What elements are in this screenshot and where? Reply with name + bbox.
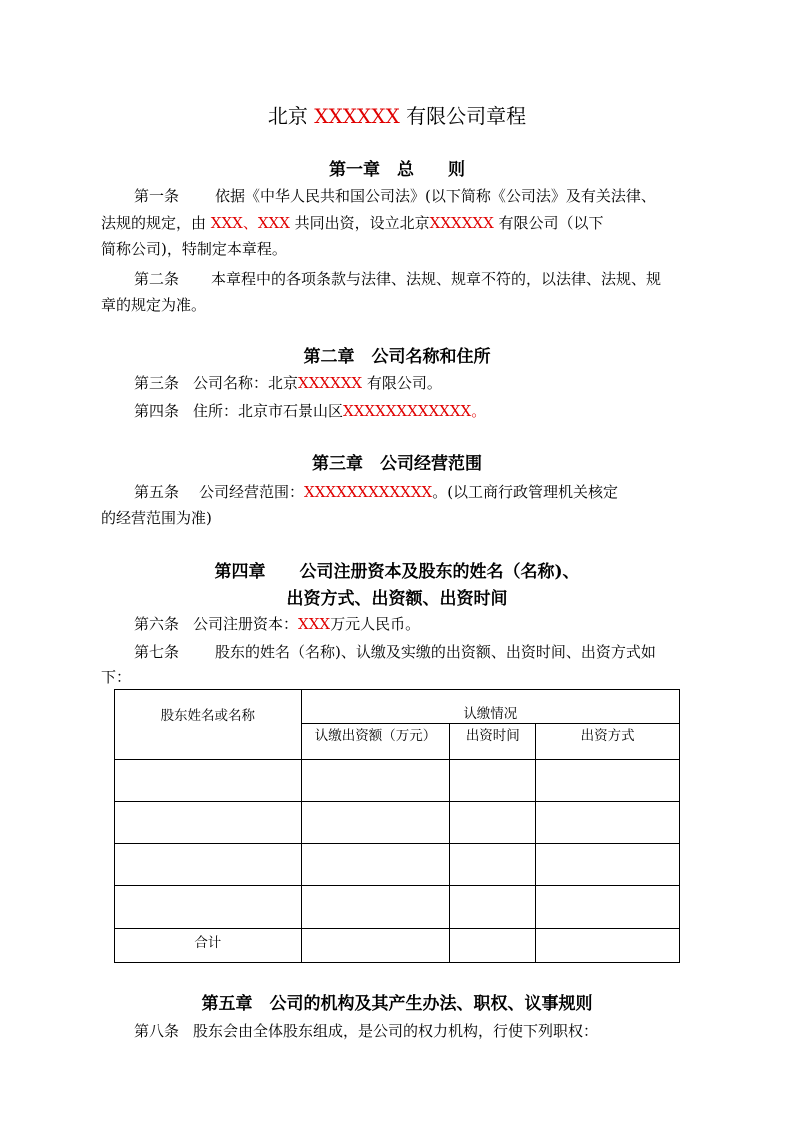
article-1-line-3: 简称公司)，特制定本章程。 <box>101 240 287 258</box>
article-3-label: 第三条 <box>134 374 180 392</box>
table-cell[interactable] <box>115 844 302 886</box>
article-5-line-1 <box>134 479 618 505</box>
article-8-line <box>134 1018 598 1044</box>
chapter-3-heading: 第三章 公司经营范围 <box>312 454 482 474</box>
article-2-text-1: 本章程中的各项条款与法律、法规、规章不符的，以法律、法规、规 <box>211 270 662 288</box>
article-3-text-b: 有限公司。 <box>366 374 442 392</box>
table-cell[interactable] <box>450 801 536 843</box>
chapter-1-heading: 第一章 总 则 <box>329 160 465 180</box>
article-7-text-1: 股东的姓名（名称)、认缴及实缴的出资额、出资时间、出资方式如 <box>215 643 656 661</box>
article-5-text-b: 。(以工商行政管理机关核定 <box>432 483 619 501</box>
article-6-text-b: 万元人民币。 <box>330 615 421 633</box>
article-6-capital-placeholder: XXX <box>298 615 331 633</box>
table-row <box>115 759 680 801</box>
article-7-label: 第七条 <box>134 643 180 661</box>
table-cell[interactable] <box>115 759 302 801</box>
table-cell[interactable] <box>450 759 536 801</box>
article-3-line <box>134 370 442 396</box>
article-6-label: 第六条 <box>134 615 180 633</box>
title-prefix: 北京 <box>267 104 308 128</box>
article-4-line <box>134 398 486 424</box>
article-1-label: 第一条 <box>134 187 180 205</box>
header-shareholder-name: 股东姓名或名称 <box>115 690 302 760</box>
article-8-label: 第八条 <box>134 1022 180 1040</box>
article-7-line-1 <box>134 639 656 665</box>
title-suffix: 有限公司章程 <box>406 104 527 128</box>
article-3-company-placeholder: XXXXXX <box>298 374 363 392</box>
table-cell[interactable] <box>450 844 536 886</box>
header-subscribed-amount: 认缴出资额（万元） <box>301 724 450 759</box>
chapter-4-heading-line-1: 第四章 公司注册资本及股东的姓名（名称)、 <box>214 562 580 582</box>
table-cell[interactable] <box>536 928 680 962</box>
article-4-label: 第四条 <box>134 402 180 420</box>
document-title <box>0 101 794 131</box>
article-6-text-a: 公司注册资本： <box>193 615 299 633</box>
article-5-text-a: 公司经营范围： <box>199 483 305 501</box>
shareholder-contribution-table <box>114 689 680 963</box>
table-cell[interactable] <box>115 886 302 928</box>
article-3-text-a: 公司名称：北京 <box>193 374 299 392</box>
article-4-text-b: 。 <box>471 402 487 420</box>
header-contribution-time: 出资时间 <box>450 724 536 759</box>
article-1-text-2a: 法规的规定，由 <box>101 214 207 232</box>
article-1-shareholders-placeholder: XXX、XXX <box>210 214 290 232</box>
article-1-line-1 <box>134 183 656 209</box>
table-cell[interactable] <box>301 801 450 843</box>
table-cell[interactable] <box>536 759 680 801</box>
article-8-text: 股东会由全体股东组成，是公司的权力机构，行使下列职权： <box>193 1022 599 1040</box>
table-cell[interactable] <box>450 928 536 962</box>
article-1-text-1: 依据《中华人民共和国公司法》(以下简称《公司法》及有关法律、 <box>215 187 656 205</box>
table-cell[interactable] <box>301 844 450 886</box>
table-row <box>115 801 680 843</box>
table-cell[interactable] <box>450 886 536 928</box>
article-7-line-2: 下： <box>101 668 132 686</box>
table-cell[interactable] <box>536 801 680 843</box>
article-2-line-1 <box>134 266 661 292</box>
table-cell[interactable] <box>301 886 450 928</box>
article-5-line-2: 的经营范围为准) <box>101 509 212 527</box>
article-2-line-2: 章的规定为准。 <box>101 296 207 314</box>
chapter-5-heading: 第五章 公司的机构及其产生办法、职权、议事规则 <box>201 994 593 1014</box>
article-6-line <box>134 611 420 637</box>
article-4-text-a: 住所：北京市石景山区 <box>193 402 344 420</box>
title-company-placeholder: XXXXXX <box>314 104 400 128</box>
article-1-line-2 <box>101 210 604 236</box>
table-cell[interactable] <box>115 801 302 843</box>
table-cell[interactable] <box>301 928 450 962</box>
table-cell[interactable] <box>536 886 680 928</box>
total-label: 合计 <box>115 928 302 962</box>
table-cell[interactable] <box>301 759 450 801</box>
table-total-row <box>115 928 680 962</box>
article-1-company-placeholder: XXXXXX <box>429 214 494 232</box>
article-2-label: 第二条 <box>134 270 180 288</box>
table-row <box>115 844 680 886</box>
header-contribution-method: 出资方式 <box>536 724 680 759</box>
article-5-scope-placeholder: XXXXXXXXXXXX <box>304 483 433 501</box>
table-cell[interactable] <box>536 844 680 886</box>
article-5-label: 第五条 <box>134 483 180 501</box>
chapter-4-heading-line-2: 出资方式、出资额、出资时间 <box>286 589 508 609</box>
article-1-text-2c: 有限公司（以下 <box>498 214 604 232</box>
table-row <box>115 886 680 928</box>
article-1-text-2b: 共同出资，设立北京 <box>294 214 430 232</box>
article-4-address-placeholder: XXXXXXXXXXXX <box>343 402 472 420</box>
chapter-2-heading: 第二章 公司名称和住所 <box>303 347 491 367</box>
table-header-row-1 <box>115 690 680 724</box>
header-subscription-group: 认缴情况 <box>301 690 679 724</box>
